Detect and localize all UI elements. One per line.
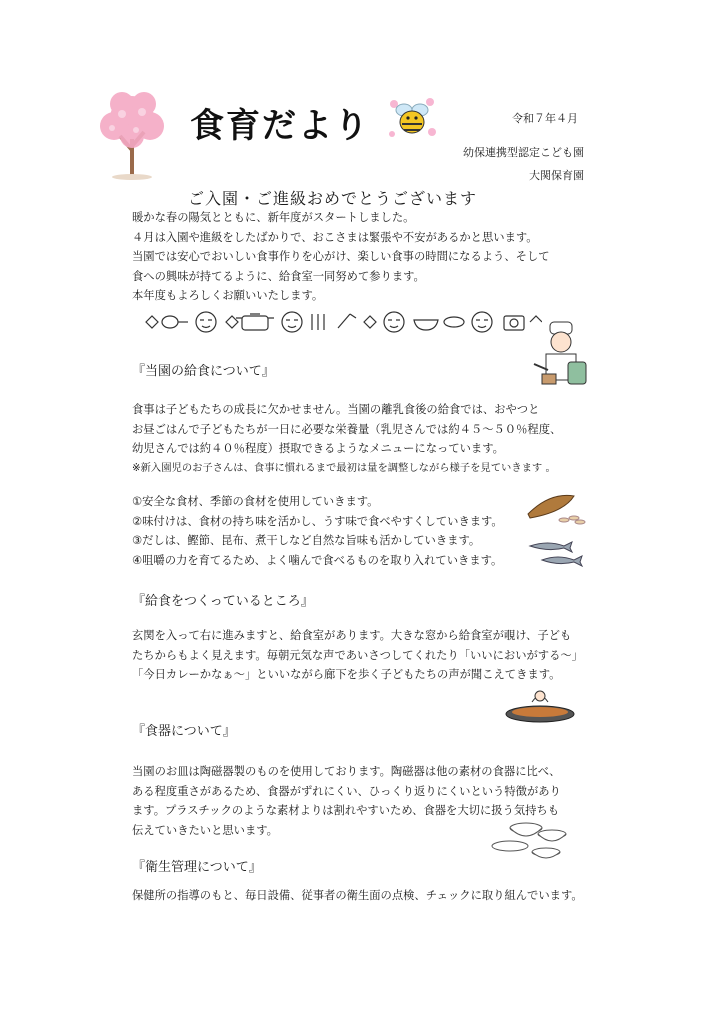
cook-icon (532, 318, 594, 390)
greeting-paragraph (132, 208, 550, 306)
point-item: ①安全な食材、季節の食材を使用していきます。 (132, 495, 379, 508)
utensil-divider (142, 308, 542, 336)
cherry-tree-icon (92, 84, 172, 180)
paragraph-line: 食事は子どもたちの成長に欠かせません。当園の離乳食後の給食では、おやつと (132, 403, 540, 416)
paragraph-line: 幼児さんでは約４０％程度）摂取できるようなメニューになっています。 (132, 442, 504, 455)
section-heading-hygiene: 『衛生管理について』 (132, 860, 262, 875)
paragraph-line: 伝えていきたいと思います。 (132, 823, 278, 837)
dried-sardine-icon (528, 538, 586, 568)
lunch-points (132, 492, 503, 570)
paragraph-line: 「今日カレーかなぁ～」といいながら廊下を歩く子どもたちの声が聞こえてきます。 (132, 668, 561, 681)
paragraph-line: ４月は入園や進級をしたばかりで、おこさまは緊張や不安があるかと思います。 (132, 230, 538, 244)
greeting-headline: ご入園・ご進級おめでとうございます (188, 189, 478, 208)
paragraph-line: 本年度もよろしくお願いいたします。 (132, 289, 324, 302)
issue-date: 令和７年４月 (512, 112, 578, 125)
newsletter-title: 食育だより (190, 106, 370, 146)
tableware-icon (490, 818, 572, 862)
point-item: ④咀嚼の力を育てるため、よく噛んで食べるものを取り入れていきます。 (132, 553, 503, 567)
organization-type: 幼保連携型認定こども園 (463, 146, 584, 159)
paragraph-line: 保健所の指導のもと、毎日設備、従事者の衛生面の点検、チェックに取り組んでいます。 (132, 889, 583, 902)
point-item: ②味付けは、食材の持ち味を活かし、うす味で食べやすくしていきます。 (132, 514, 503, 528)
lunch-paragraph (132, 400, 561, 478)
paragraph-line: 当園では安心でおいしい食事作りを心がけ、楽しい食事の時間になるよう、そして (132, 250, 550, 263)
section-heading-lunch: 『当園の給食について』 (132, 364, 275, 379)
lunch-note: ※新入園児のお子さんは、食事に慣れるまで最初は量を調整しながら様子を見ていきます 。 (132, 461, 556, 474)
katsuobushi-icon (524, 492, 590, 528)
paragraph-line: たちからもよく見えます。毎朝元気な声であいさつしてくれたり「いいにおいがする～」 (132, 648, 583, 662)
cooking-pan-icon (502, 688, 580, 728)
paragraph-line: 当園のお皿は陶磁器製のものを使用しております。陶磁器は他の素材の食器に比べ、 (132, 765, 561, 778)
paragraph-line: 食への興味が持てるように、給食室一同努めて参ります。 (132, 269, 425, 283)
hygiene-paragraph (132, 886, 583, 906)
paragraph-line: ます。プラスチックのような素材よりは割れやすいため、食器を大切に扱う気持ちも (132, 804, 560, 817)
section-heading-kitchen: 『給食をつくっているところ』 (132, 594, 314, 609)
paragraph-line: 暖かな春の陽気とともに、新年度がスタートしました。 (132, 211, 415, 224)
paragraph-line: ある程度重さがあるため、食器がずれにくい、ひっくり返りにくいという特徴があり (132, 784, 561, 798)
section-heading-dishes: 『食器について』 (132, 724, 236, 739)
point-item: ③だしは、鰹節、昆布、煮干しなど自然な旨味も活かしていきます。 (132, 534, 481, 547)
paragraph-line: 玄関を入って右に進みますと、給食室があります。大きな窓から給食室が覗け、子ども (132, 629, 572, 642)
paragraph-line: お昼ごはんで子どもたちが一日に必要な栄養量（乳児さんでは約４５～５０％程度、 (132, 422, 562, 436)
organization-name: 大関保育園 (529, 169, 584, 182)
bee-icon (386, 94, 438, 142)
kitchen-paragraph (132, 626, 583, 685)
